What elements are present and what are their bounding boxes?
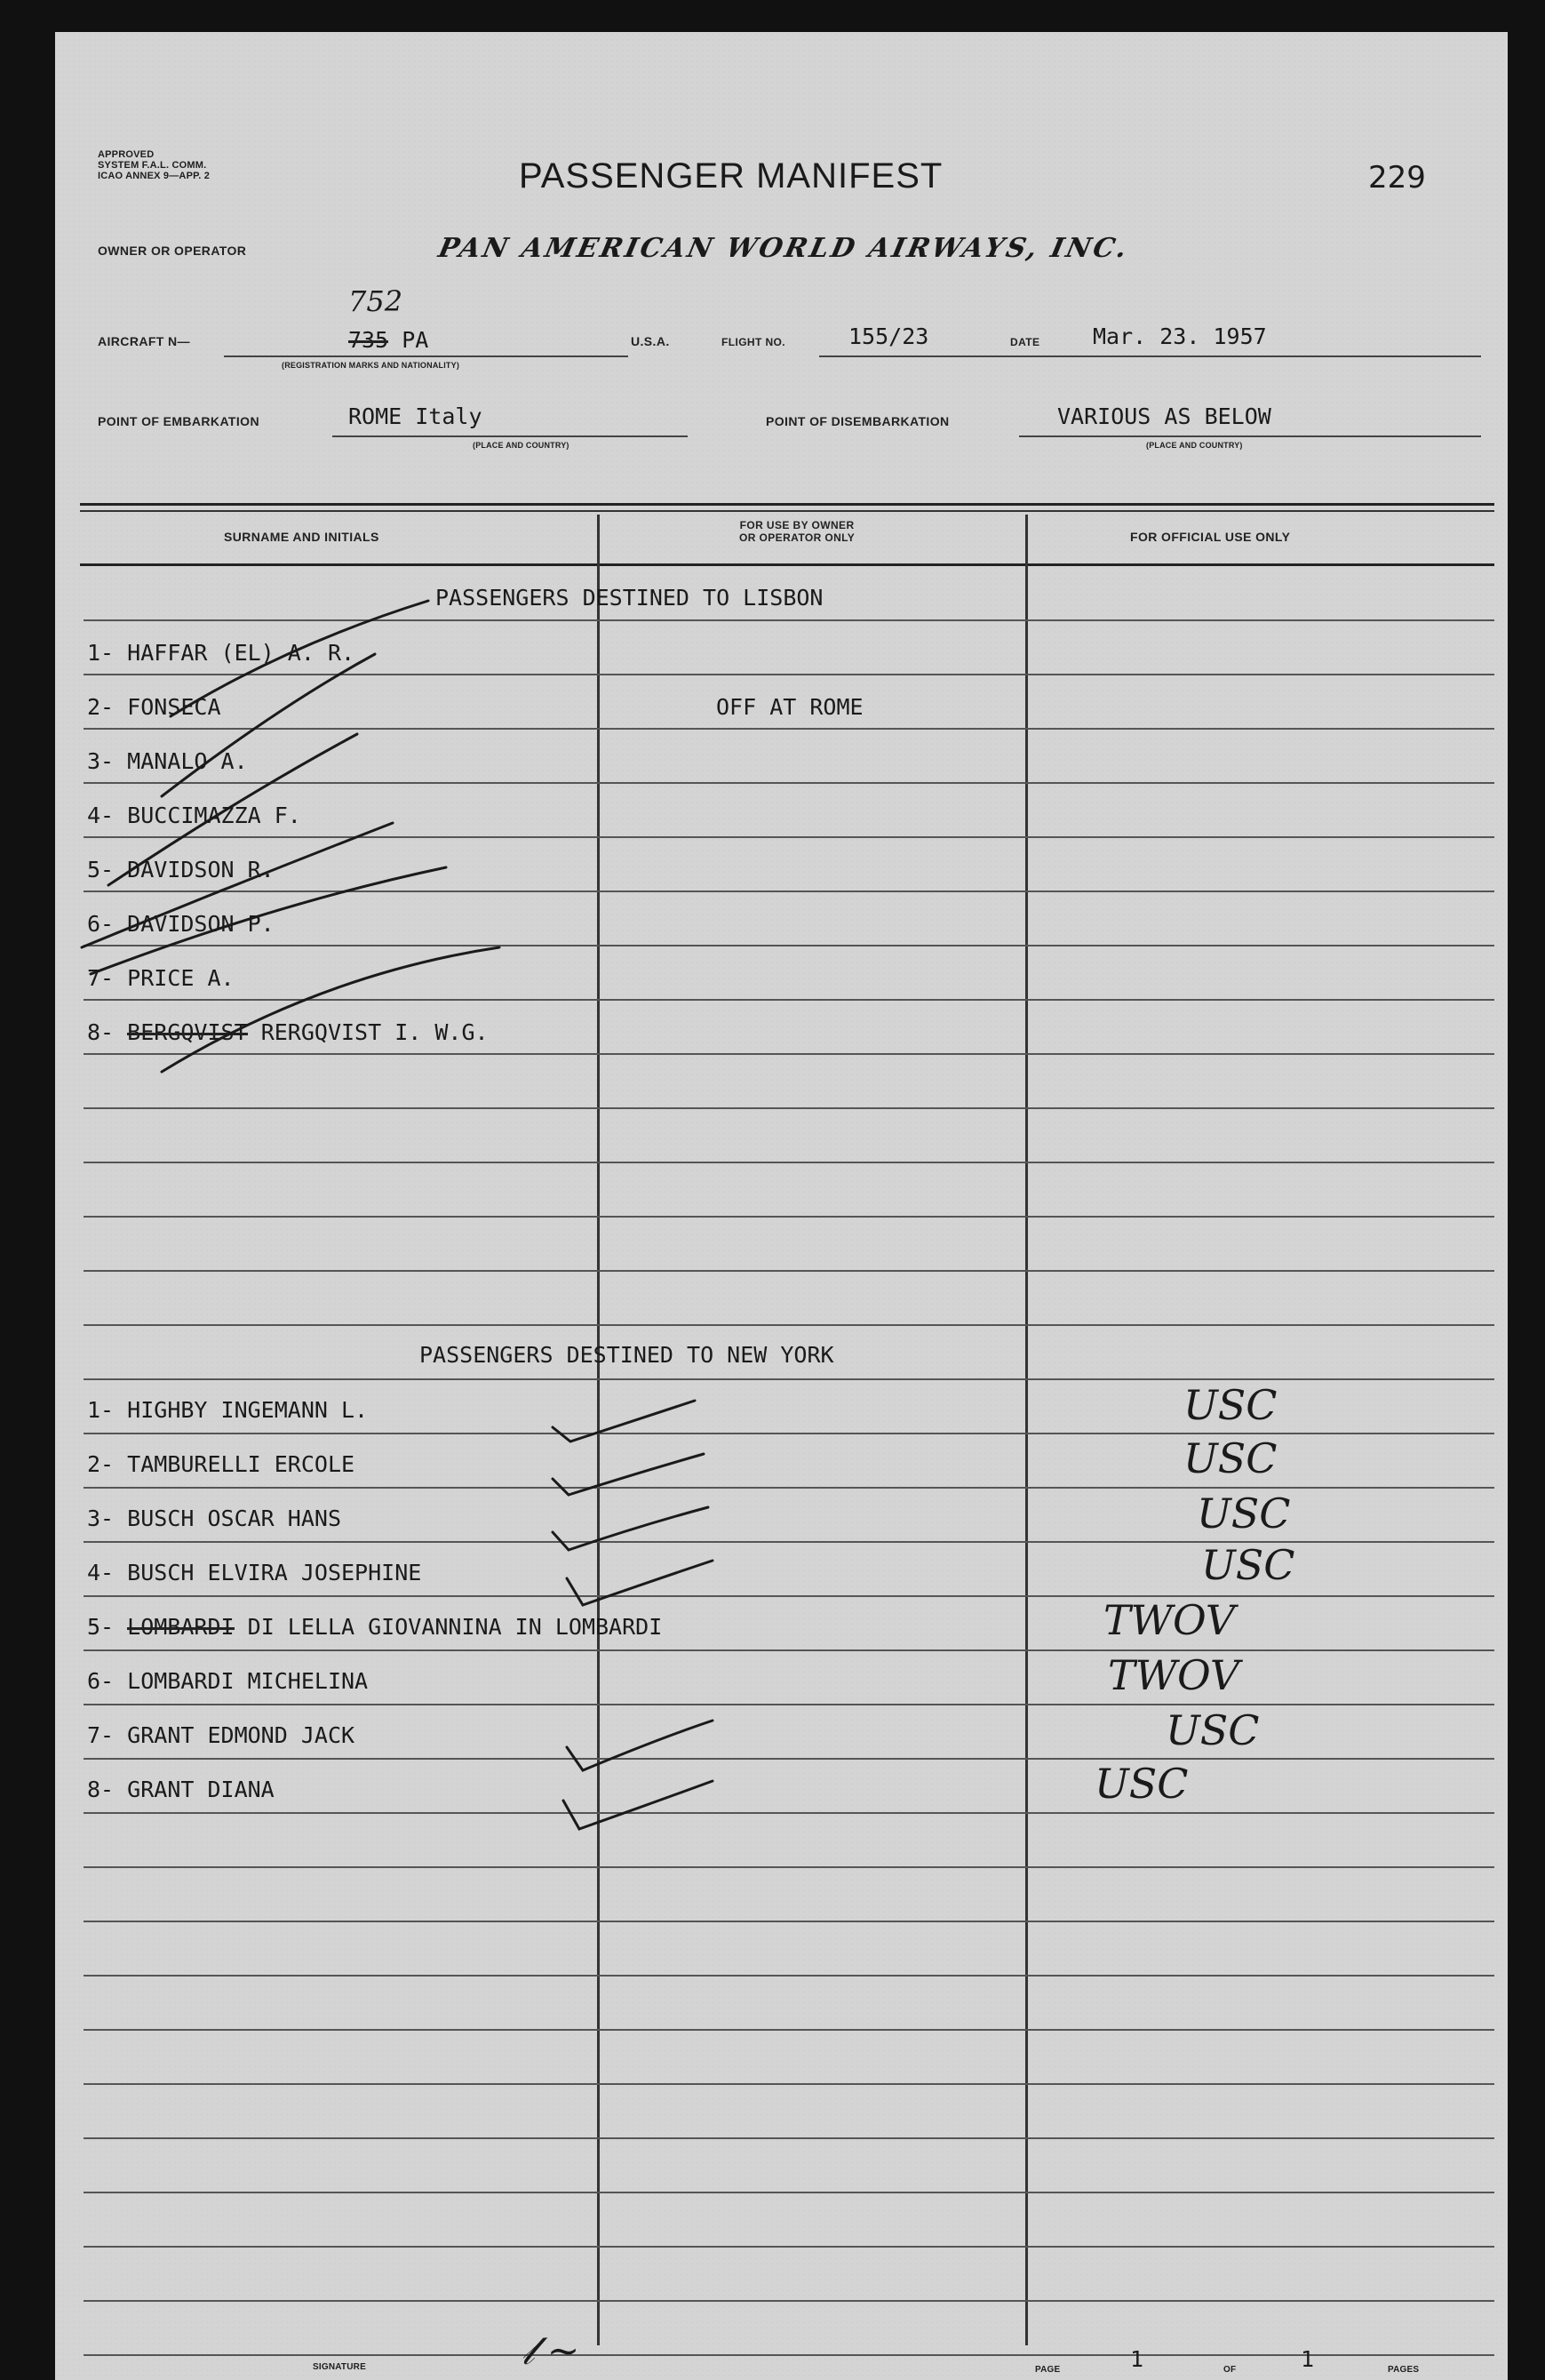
row-number: 1-: [87, 1397, 115, 1423]
registration-caption: (REGISTRATION MARKS AND NATIONALITY): [282, 361, 460, 370]
handwritten-marks: [55, 32, 1508, 2380]
passenger-name: GRANT EDMOND JACK: [127, 1722, 355, 1748]
row-number: 2-: [87, 1451, 115, 1477]
official-mark: USC: [1183, 1381, 1278, 1429]
official-mark: USC: [1197, 1489, 1291, 1537]
official-mark: USC: [1201, 1541, 1295, 1589]
official-mark: USC: [1095, 1760, 1189, 1808]
check-mark: [567, 1721, 713, 1770]
embarkation-label: POINT OF EMBARKATION: [98, 414, 259, 428]
column-header-surname: SURNAME AND INITIALS: [224, 530, 379, 544]
aircraft-label: AIRCRAFT N—: [98, 334, 190, 348]
passenger-name: MANALO A.: [127, 748, 248, 774]
official-mark: USC: [1166, 1706, 1260, 1754]
date-label: DATE: [1010, 336, 1040, 348]
check-mark: [553, 1401, 695, 1442]
embarkation-value: ROME Italy: [348, 403, 482, 429]
passenger-name: BUCCIMAZZA F.: [127, 803, 301, 828]
row-number: 6-: [87, 911, 115, 937]
row-number: 3-: [87, 748, 115, 774]
row-number: 8-: [87, 1019, 115, 1045]
passenger-name: BUSCH ELVIRA JOSEPHINE: [127, 1560, 422, 1585]
check-mark: [567, 1561, 713, 1605]
place-caption-disembarkation: (PLACE AND COUNTRY): [1146, 441, 1243, 450]
struck-name: LOMBARDI: [127, 1614, 235, 1640]
official-mark: TWOV: [1103, 1596, 1236, 1644]
passenger-name: BUSCH OSCAR HANS: [127, 1505, 341, 1531]
disembarkation-value: VARIOUS AS BELOW: [1057, 403, 1271, 429]
owner-value: PAN AMERICAN WORLD AIRWAYS, INC.: [435, 233, 1133, 264]
row-number: 2-: [87, 694, 115, 720]
of-label: OF: [1223, 2365, 1237, 2375]
passenger-name: GRANT DIANA: [127, 1777, 275, 1802]
passenger-name: HAFFAR (EL) A. R.: [127, 640, 355, 666]
passenger-name: HIGHBY INGEMANN L.: [127, 1397, 369, 1423]
place-caption-embarkation: (PLACE AND COUNTRY): [473, 441, 569, 450]
row-number: 8-: [87, 1777, 115, 1802]
row-number: 7-: [87, 1722, 115, 1748]
newyork-heading: PASSENGERS DESTINED TO NEW YORK: [419, 1342, 834, 1368]
lisbon-heading: PASSENGERS DESTINED TO LISBON: [435, 585, 824, 611]
row-number: 5-: [87, 1614, 115, 1640]
strike-stroke: [108, 734, 357, 885]
passenger-name: DAVIDSON R.: [127, 857, 275, 883]
struck-name: BERGQVIST: [127, 1019, 248, 1045]
row-number: 5-: [87, 857, 115, 883]
passenger-name: RERGQVIST I. W.G.: [260, 1019, 489, 1045]
of-value: 1: [1301, 2346, 1315, 2372]
flight-value: 155/23: [848, 323, 929, 349]
owner-use-line-1: FOR USE BY OWNER: [739, 519, 855, 531]
manifest-sheet: [55, 32, 1508, 2380]
passenger-name: TAMBURELLI ERCOLE: [127, 1451, 355, 1477]
signature-label: SIGNATURE: [313, 2362, 366, 2372]
disembarkation-label: POINT OF DISEMBARKATION: [766, 414, 950, 428]
owner-label: OWNER OR OPERATOR: [98, 244, 247, 258]
owner-use-line-2: OR OPERATOR ONLY: [739, 531, 856, 544]
strike-stroke: [82, 823, 393, 947]
pages-label: PAGES: [1388, 2365, 1420, 2375]
passenger-name: DI LELLA GIOVANNINA IN LOMBARDI: [247, 1614, 663, 1640]
aircraft-struck: 735: [348, 327, 389, 353]
passenger-name: PRICE A.: [127, 965, 235, 991]
approval-line: ICAO ANNEX 9—APP. 2: [98, 171, 211, 181]
page-title: PASSENGER MANIFEST: [519, 156, 944, 196]
lisbon-row-2-note: OFF AT ROME: [716, 694, 864, 720]
row-number: 6-: [87, 1668, 115, 1694]
signature: 𝓁 ~: [522, 2328, 580, 2374]
page-label: PAGE: [1035, 2365, 1061, 2375]
check-mark: [563, 1781, 713, 1829]
check-mark: [553, 1454, 704, 1495]
row-number: 4-: [87, 1560, 115, 1585]
aircraft-suffix: PA: [402, 327, 429, 353]
row-number: 3-: [87, 1505, 115, 1531]
aircraft-handwritten: 752: [348, 284, 403, 318]
date-value: Mar. 23. 1957: [1093, 323, 1267, 349]
approval-line: APPROVED: [98, 149, 155, 160]
row-number: 1-: [87, 640, 115, 666]
page-number: 229: [1368, 160, 1426, 196]
row-number: 4-: [87, 803, 115, 828]
approval-line: SYSTEM F.A.L. COMM.: [98, 160, 207, 171]
usa-label: U.S.A.: [631, 334, 670, 348]
official-mark: TWOV: [1108, 1651, 1240, 1699]
check-mark: [553, 1507, 708, 1550]
page-value: 1: [1130, 2346, 1144, 2372]
passenger-name: DAVIDSON P.: [127, 911, 275, 937]
passenger-name: FONSECA: [127, 694, 221, 720]
row-number: 7-: [87, 965, 115, 991]
strike-stroke: [162, 654, 375, 796]
strike-stroke: [162, 947, 499, 1072]
passenger-name: LOMBARDI MICHELINA: [127, 1668, 369, 1694]
official-mark: USC: [1183, 1434, 1278, 1482]
column-header-official: FOR OFFICIAL USE ONLY: [1130, 530, 1291, 544]
flight-label: FLIGHT NO.: [721, 336, 785, 348]
